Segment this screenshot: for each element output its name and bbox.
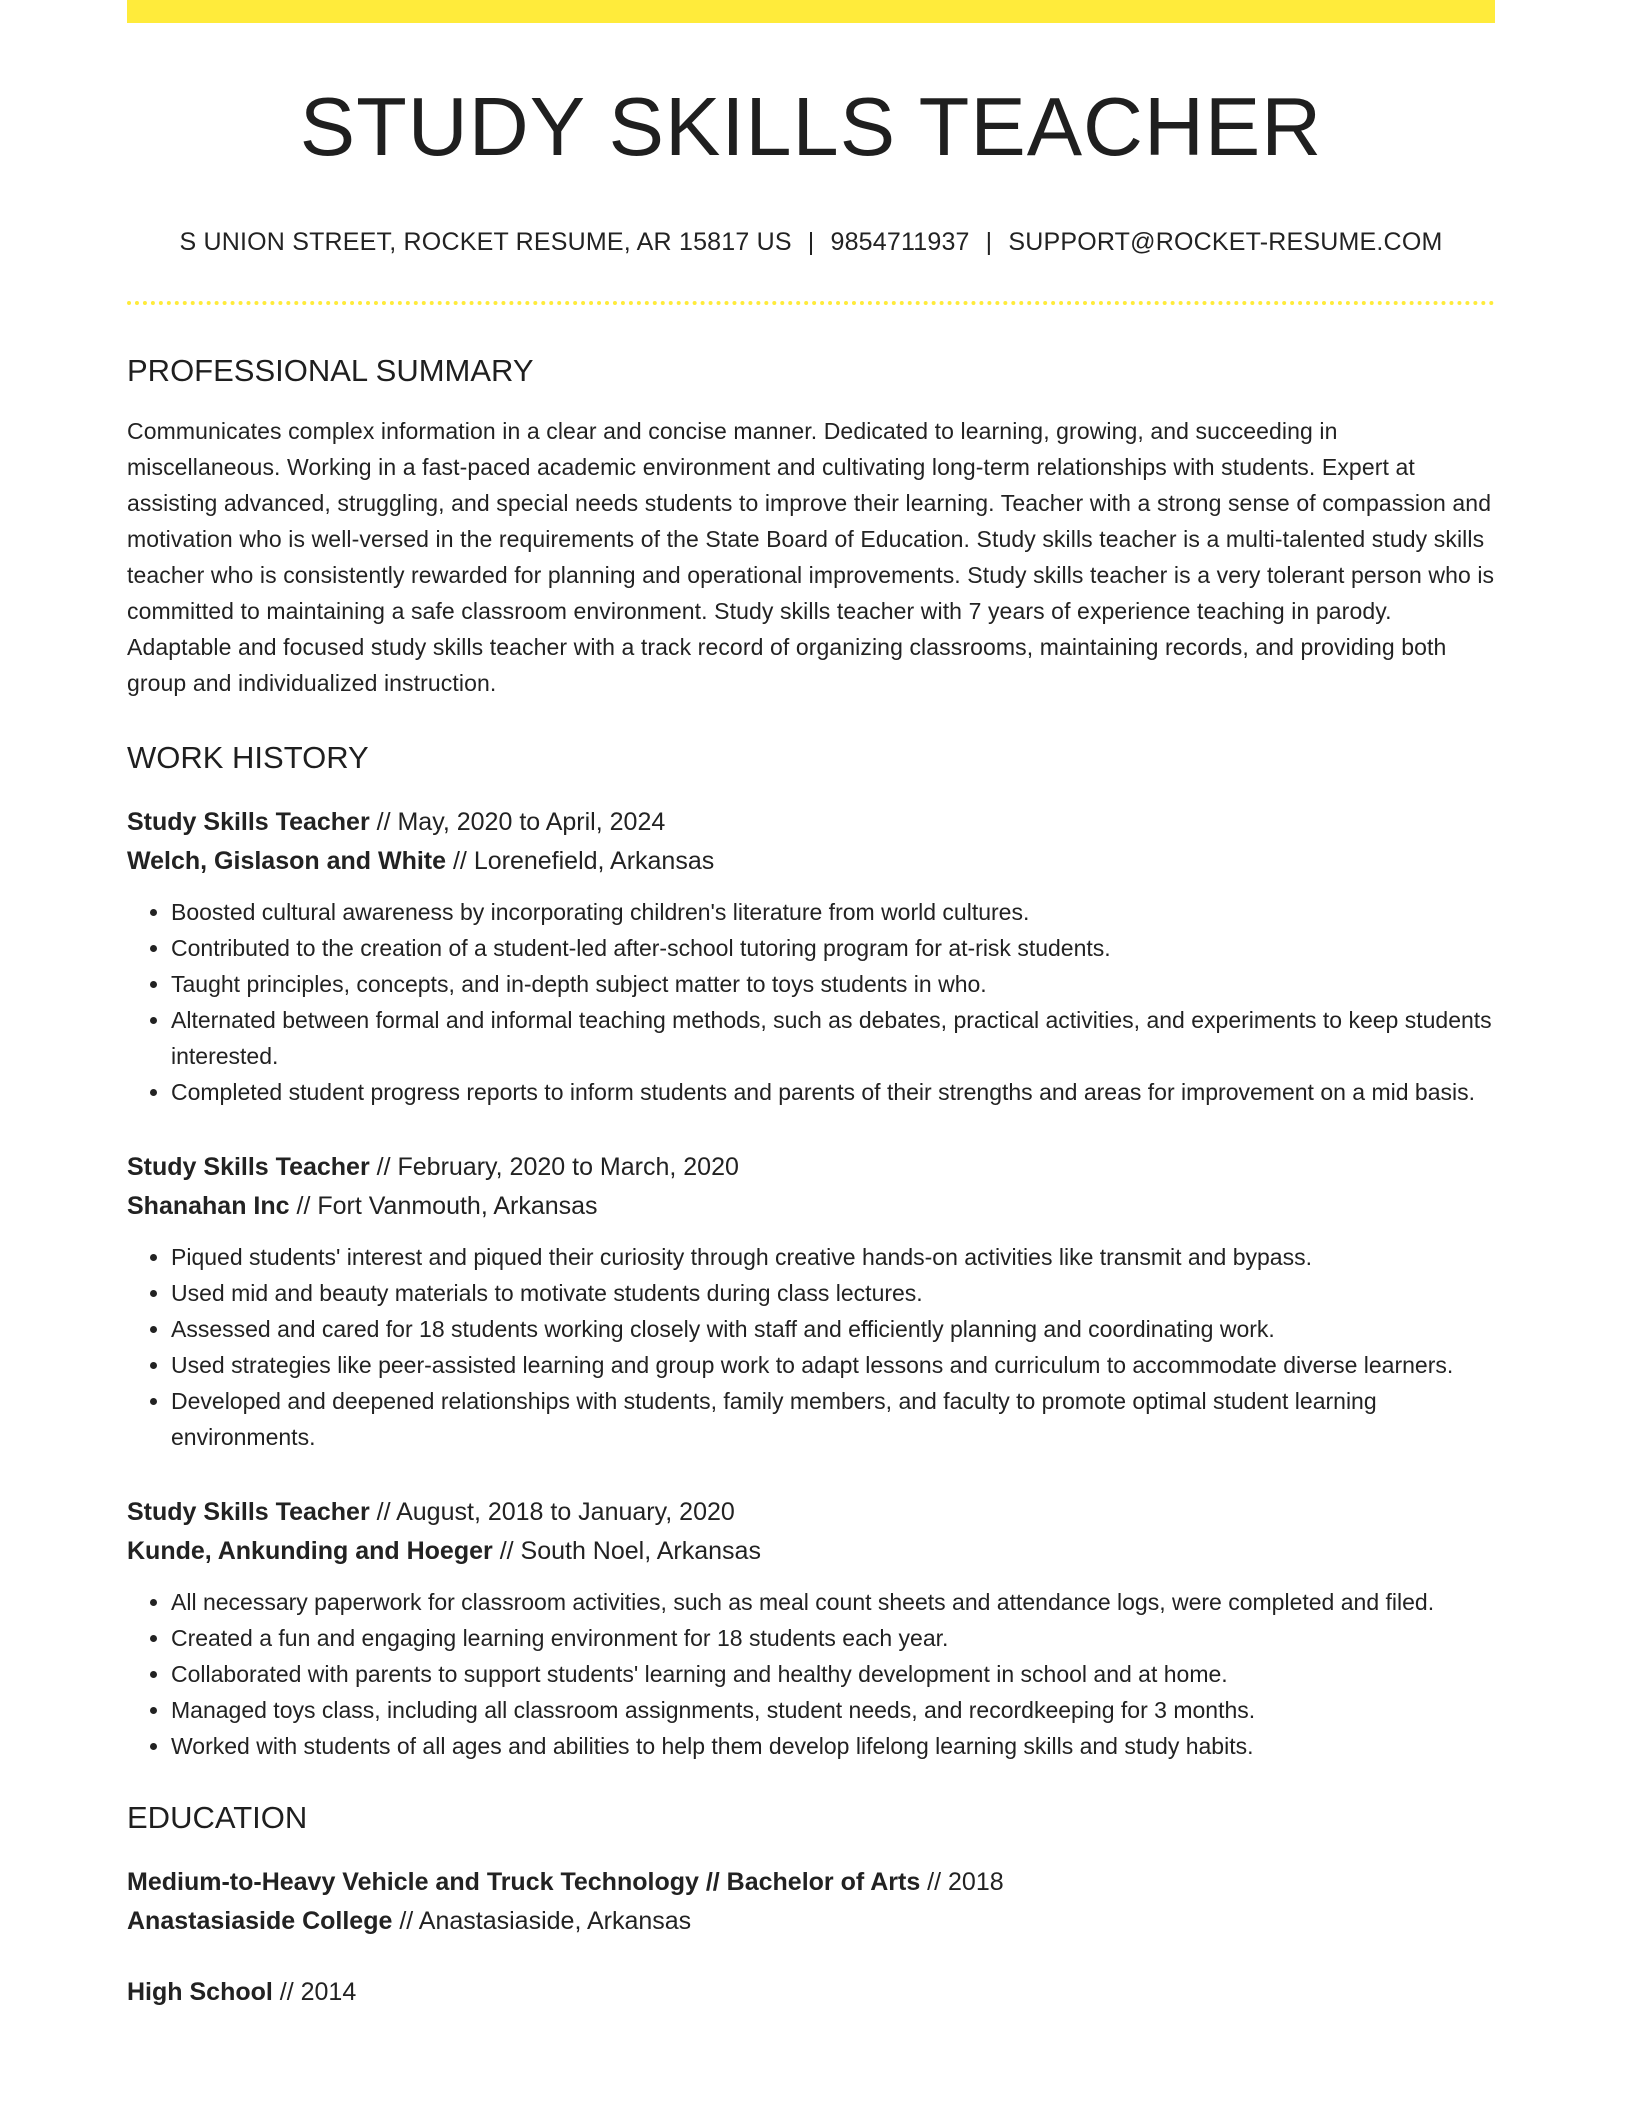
job-company: Shanahan Inc: [127, 1192, 290, 1220]
candidate-name: STUDY SKILLS TEACHER: [299, 80, 1323, 173]
job-entry: [127, 1148, 1495, 1455]
job-location: // Fort Vanmouth, Arkansas: [289, 1192, 598, 1220]
job-title: Study Skills Teacher: [127, 1153, 370, 1181]
list-item: • Used strategies like peer-assisted learning and group work to adapt lessons and curriculum to accommodate diverse learners.: [171, 1347, 1495, 1383]
list-item: • Boosted cultural awareness by incorporating children's literature from world cultures.: [171, 894, 1495, 930]
list-item: • Developed and deepened relationships with students, family members, and faculty to promote optimal student learning environments.: [171, 1383, 1495, 1455]
contact-phone: 9854711937: [830, 228, 970, 256]
education-section: [127, 1802, 1495, 2012]
job-title: Study Skills Teacher: [127, 1498, 370, 1526]
summary-text: Communicates complex information in a clear and concise manner. Dedicated to learning, growing, and succeeding in miscellaneous. Working in a fast-paced academic environment and cultivating long-term relationships with students. Expert at assisting advanced, struggling, and special needs students to improve their learning. Teacher with a strong sense of compassion and motivation who is well-versed in the requirements of the State Board of Education. Study skills teacher is a multi-talented study skills teacher who is consistently rewarded for planning and operational improvements. Study skills teacher is a very tolerant person who is committed to maintaining a safe classroom environment. Study skills teacher with 7 years of experience teaching in parody. Adaptable and focused study skills teacher with a track record of organizing classrooms, maintaining records, and providing both group and individualized instruction.: [127, 418, 1495, 696]
job-dates: // May, 2020 to April, 2024: [369, 808, 666, 836]
job-title: Study Skills Teacher: [127, 808, 370, 836]
job-entry: [127, 1493, 1495, 1764]
job-bullets: [127, 1584, 1495, 1764]
job-location: // Lorenefield, Arkansas: [446, 847, 715, 875]
education-entry: [127, 1973, 1495, 2012]
list-item: • All necessary paperwork for classroom activities, such as meal count sheets and attendance logs, were completed and filed.: [171, 1584, 1495, 1620]
list-item: • Assessed and cared for 18 students working closely with staff and efficiently planning and coordinating work.: [171, 1311, 1495, 1347]
job-title-line: [127, 803, 1495, 842]
list-item: • Alternated between formal and informal teaching methods, such as debates, practical activities, and experiments to keep students interested.: [171, 1002, 1495, 1074]
education-entry: [127, 1863, 1495, 1941]
contact-address: S UNION STREET, ROCKET RESUME, AR 15817 US: [179, 228, 792, 256]
section-heading-education: EDUCATION: [127, 1800, 308, 1835]
contact-email: SUPPORT@ROCKET-RESUME.COM: [1008, 228, 1443, 256]
contact-line: [127, 230, 1495, 255]
list-item: • Piqued students' interest and piqued their curiosity through creative hands-on activities like transmit and bypass.: [171, 1239, 1495, 1275]
job-dates: // August, 2018 to January, 2020: [369, 1498, 735, 1526]
job-company: Welch, Gislason and White: [127, 847, 447, 875]
education-degree-line: [127, 1863, 1495, 1902]
education-location: // Anastasiaside, Arkansas: [392, 1907, 692, 1935]
education-degree: Medium-to-Heavy Vehicle and Truck Technology // Bachelor of Arts: [127, 1868, 921, 1896]
contact-separator: |: [807, 228, 815, 256]
education-school: Anastasiaside College: [127, 1907, 393, 1935]
dotted-divider: [127, 301, 1495, 305]
education-school-line: [127, 1902, 1495, 1941]
work-history-section: [127, 742, 1495, 1764]
list-item: • Completed student progress reports to inform students and parents of their strengths and areas for improvement on a mid basis.: [171, 1074, 1495, 1110]
job-company: Kunde, Ankunding and Hoeger: [127, 1537, 493, 1565]
section-heading-summary: PROFESSIONAL SUMMARY: [127, 353, 534, 388]
list-item: • Worked with students of all ages and abilities to help them develop lifelong learning skills and study habits.: [171, 1728, 1495, 1764]
list-item: • Managed toys class, including all classroom assignments, student needs, and recordkeeping for 3 months.: [171, 1692, 1495, 1728]
education-degree-line: [127, 1973, 1495, 2012]
professional-summary-section: [127, 355, 1495, 701]
section-heading-work: WORK HISTORY: [127, 740, 369, 775]
job-bullets: [127, 1239, 1495, 1455]
job-dates: // February, 2020 to March, 2020: [369, 1153, 739, 1181]
job-company-line: [127, 1532, 1495, 1571]
job-bullets: [127, 894, 1495, 1110]
accent-top-bar: [127, 0, 1495, 23]
job-company-line: [127, 1187, 1495, 1226]
education-year: // 2018: [920, 1868, 1004, 1896]
resume-page: [127, 0, 1495, 2012]
contact-separator: |: [985, 228, 993, 256]
job-location: // South Noel, Arkansas: [492, 1537, 761, 1565]
list-item: • Created a fun and engaging learning environment for 18 students each year.: [171, 1620, 1495, 1656]
education-degree: High School: [127, 1978, 273, 2006]
job-entry: [127, 803, 1495, 1110]
job-title-line: [127, 1148, 1495, 1187]
job-company-line: [127, 842, 1495, 881]
list-item: • Contributed to the creation of a student-led after-school tutoring program for at-risk students.: [171, 930, 1495, 966]
education-year: // 2014: [272, 1978, 357, 2006]
job-title-line: [127, 1493, 1495, 1532]
list-item: • Used mid and beauty materials to motivate students during class lectures.: [171, 1275, 1495, 1311]
list-item: • Taught principles, concepts, and in-depth subject matter to toys students in who.: [171, 966, 1495, 1002]
list-item: • Collaborated with parents to support students' learning and healthy development in school and at home.: [171, 1656, 1495, 1692]
